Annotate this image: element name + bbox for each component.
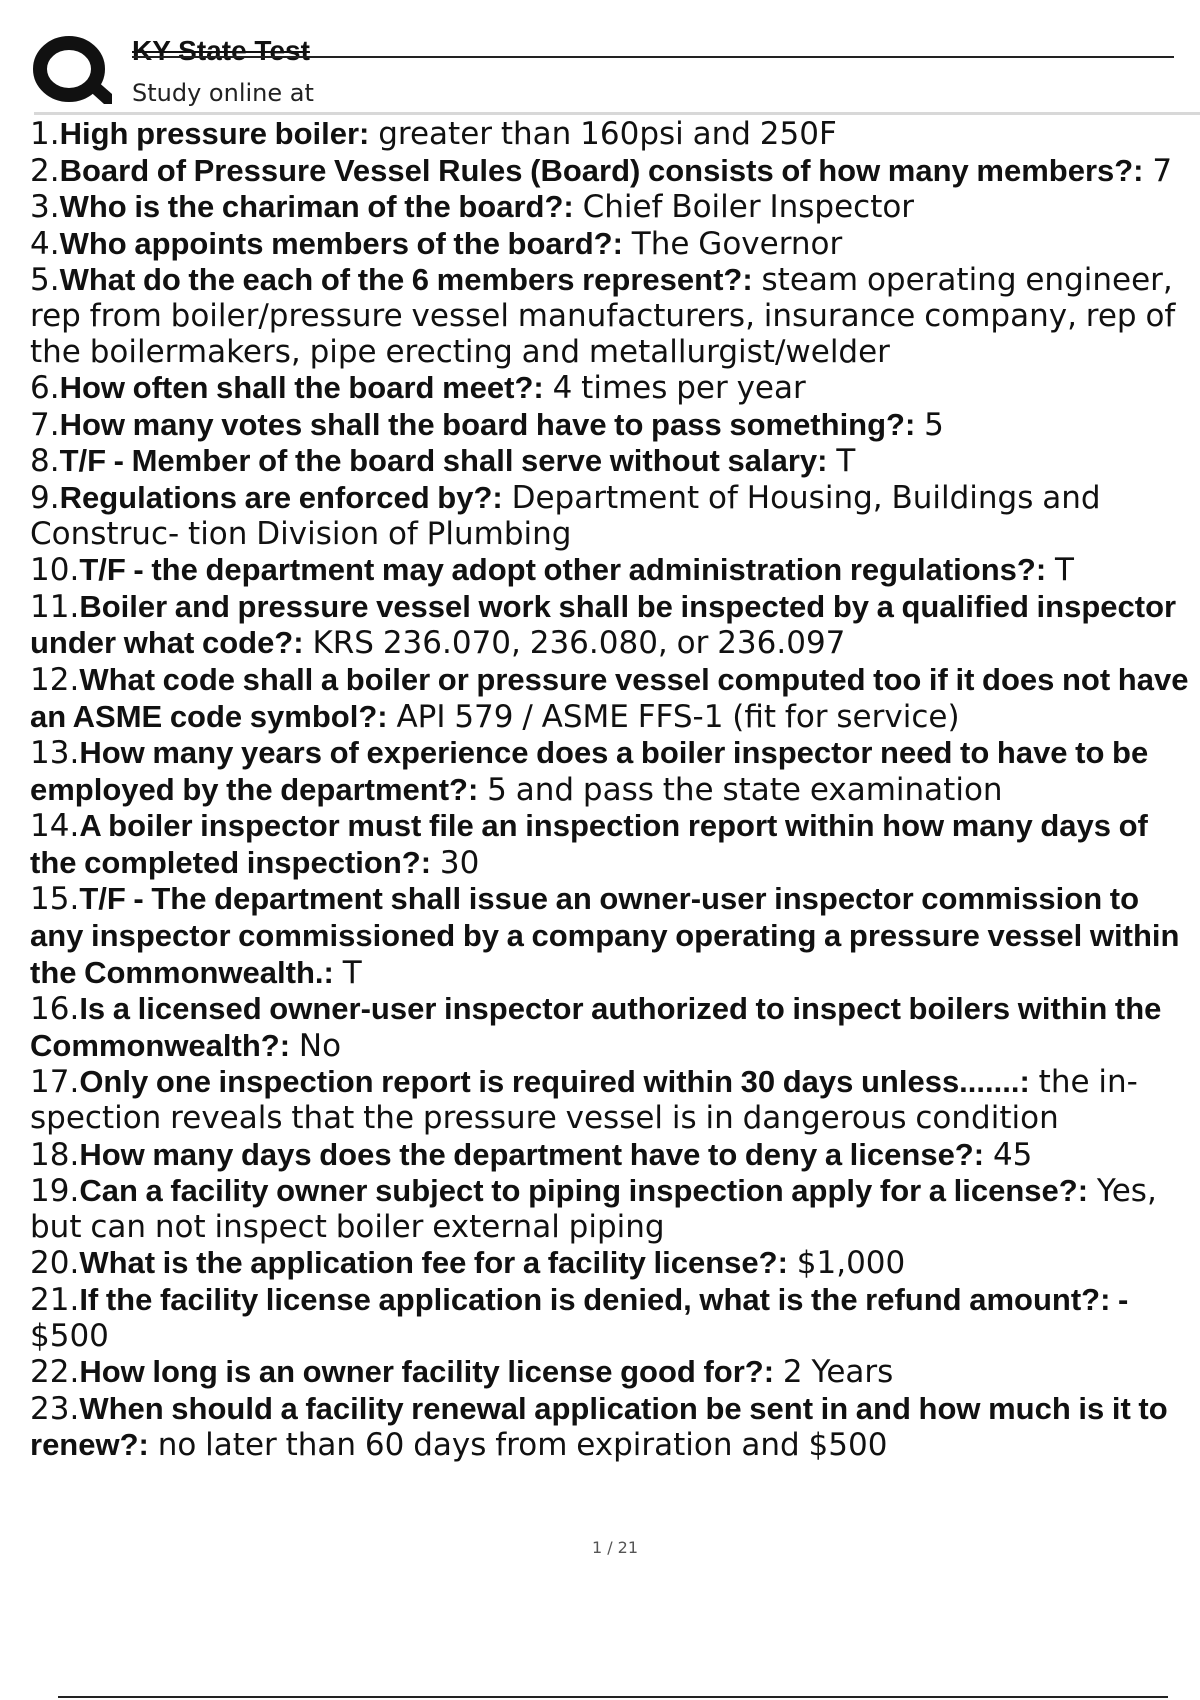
qa-answer: the in- spection reveals that the pressure vessel is in dangerous condition	[30, 1064, 1138, 1137]
qa-answer: Department of Housing, Buildings and Construc- tion Division of Plumbing	[30, 479, 1101, 552]
qa-item	[30, 443, 1195, 480]
qa-number: 13.	[30, 735, 80, 772]
qa-number: 18.	[30, 1136, 80, 1173]
qa-question: Board of Pressure Vessel Rules (Board) consists of how many members?:	[59, 152, 1144, 188]
qa-answer: no later than 60 days from expiration and $500	[157, 1427, 888, 1464]
qa-number: 11.	[30, 588, 80, 625]
qa-number: 12.	[30, 661, 80, 698]
qa-item	[30, 262, 1195, 370]
qa-answer: T	[836, 443, 856, 480]
qa-answer: API 579 / ASME FFS-1 (fit for service)	[396, 698, 960, 735]
qa-number: 10.	[30, 552, 80, 589]
qa-question: Boiler and pressure vessel work shall be inspected by a qualified inspector under what code?:	[30, 588, 1177, 661]
qa-answer: 30	[439, 844, 480, 881]
footer-rule	[58, 1696, 1168, 1698]
qa-item	[30, 1173, 1195, 1245]
qa-question: How often shall the board meet?:	[59, 370, 544, 406]
qa-number: 8.	[30, 443, 60, 480]
qa-number: 17.	[30, 1064, 80, 1101]
qa-question: What code shall a boiler or pressure vessel computed too if it does not have an ASME code symbol?:	[30, 661, 1189, 734]
document-subtitle: Study online at	[132, 79, 314, 107]
qa-number: 21.	[30, 1282, 80, 1318]
qa-answer: T	[1055, 552, 1074, 589]
qa-number: 2.	[30, 152, 60, 189]
qa-item	[30, 991, 1195, 1064]
qa-item	[30, 1137, 1195, 1174]
qa-question: Who appoints members of the board?:	[59, 225, 623, 261]
qa-item	[30, 116, 1195, 153]
qa-item	[30, 370, 1195, 407]
qa-item	[30, 735, 1195, 808]
qa-item	[30, 1354, 1195, 1391]
header-rule	[132, 56, 1174, 58]
qa-answer: 45	[992, 1136, 1033, 1173]
qa-item	[30, 808, 1195, 881]
qa-question: Who is the chariman of the board?:	[59, 189, 574, 225]
qa-number: 16.	[30, 991, 80, 1028]
quizlet-logo-icon	[32, 32, 114, 106]
question-answer-list	[30, 116, 1195, 1464]
qa-number: 9.	[30, 479, 60, 516]
document-title: KY State Test	[132, 35, 310, 66]
qa-answer: 5	[924, 406, 944, 443]
page-header	[30, 28, 1200, 118]
qa-answer: 2 Years	[782, 1354, 894, 1391]
qa-item	[30, 480, 1195, 552]
qa-number: 23.	[30, 1390, 80, 1427]
qa-answer: 4 times per year	[552, 370, 806, 407]
qa-question: What is the application fee for a facility license?:	[79, 1245, 788, 1281]
qa-answer: 7	[1152, 152, 1173, 189]
qa-question: A boiler inspector must file an inspection report within how many days of the completed inspection?:	[30, 808, 1148, 880]
qa-number: 15.	[30, 881, 80, 918]
qa-item	[30, 1064, 1195, 1136]
qa-item	[30, 226, 1195, 263]
qa-question: What do the each of the 6 members represent?:	[59, 262, 753, 298]
qa-question: How long is an owner facility license good for?:	[79, 1354, 775, 1390]
qa-question: How many votes shall the board have to pass something?:	[59, 406, 916, 442]
qa-answer: No	[298, 1027, 342, 1064]
qa-answer: Chief Boiler Inspector	[582, 189, 915, 226]
qa-item	[30, 407, 1195, 444]
qa-answer: $500	[30, 1317, 109, 1354]
qa-answer: 5 and pass the state examination	[487, 771, 1003, 808]
qa-answer: The Governor	[631, 225, 843, 262]
qa-question: Regulations are enforced by?:	[59, 479, 503, 515]
qa-number: 22.	[30, 1354, 80, 1391]
header-divider	[34, 112, 1200, 115]
qa-number: 3.	[30, 189, 60, 226]
qa-number: 1.	[30, 116, 60, 152]
qa-question: How many years of experience does a boiler inspector need to have to be employed by the department?:	[30, 735, 1149, 807]
page-number: 1 / 21	[591, 1538, 639, 1557]
qa-answer: greater than 160psi and 250F	[378, 116, 837, 152]
qa-question: T/F - The department shall issue an owner-user inspector commission to any inspector commissioned by a company operating a pressure vessel within the Commonwealth.:	[30, 881, 1180, 990]
qa-answer: KRS 236.070, 236.080, or 236.097	[312, 625, 846, 662]
qa-number: 19.	[30, 1173, 80, 1210]
qa-item	[30, 589, 1195, 662]
qa-question: When should a facility renewal application be sent in and how much is it to renew?:	[30, 1390, 1168, 1463]
qa-item	[30, 1282, 1195, 1354]
qa-number: 14.	[30, 808, 80, 845]
qa-answer: $1,000	[796, 1245, 906, 1282]
qa-item	[30, 189, 1195, 226]
qa-question: If the facility license application is denied, what is the refund amount?: -	[79, 1282, 1129, 1317]
qa-number: 20.	[30, 1245, 80, 1282]
qa-question: Only one inspection report is required within 30 days unless.......:	[79, 1064, 1030, 1100]
qa-item	[30, 881, 1195, 991]
qa-question: Can a facility owner subject to piping inspection apply for a license?:	[79, 1173, 1089, 1209]
qa-item	[30, 153, 1195, 190]
qa-item	[30, 1245, 1195, 1282]
qa-answer: Yes, but can not inspect boiler external piping	[30, 1173, 1157, 1245]
qa-question: T/F - Member of the board shall serve without salary:	[59, 443, 828, 479]
qa-question: Is a licensed owner-user inspector authorized to inspect boilers within the Commonwealth?:	[30, 991, 1162, 1063]
qa-item	[30, 662, 1195, 735]
qa-number: 5.	[30, 262, 60, 299]
qa-question: How many days does the department have to deny a license?:	[79, 1136, 985, 1172]
qa-question: T/F - the department may adopt other administration regulations?:	[79, 552, 1047, 588]
qa-item	[30, 552, 1195, 589]
qa-answer: T	[342, 954, 362, 991]
qa-item	[30, 1391, 1195, 1464]
qa-question: High pressure boiler:	[59, 116, 370, 151]
qa-answer: steam operating engineer, rep from boiler/pressure vessel manufacturers, insurance company, rep of the boilermakers, pipe erecting and metallurgist/welder	[30, 262, 1176, 370]
qa-number: 6.	[30, 370, 60, 407]
qa-number: 7.	[30, 406, 60, 443]
qa-number: 4.	[30, 225, 60, 262]
